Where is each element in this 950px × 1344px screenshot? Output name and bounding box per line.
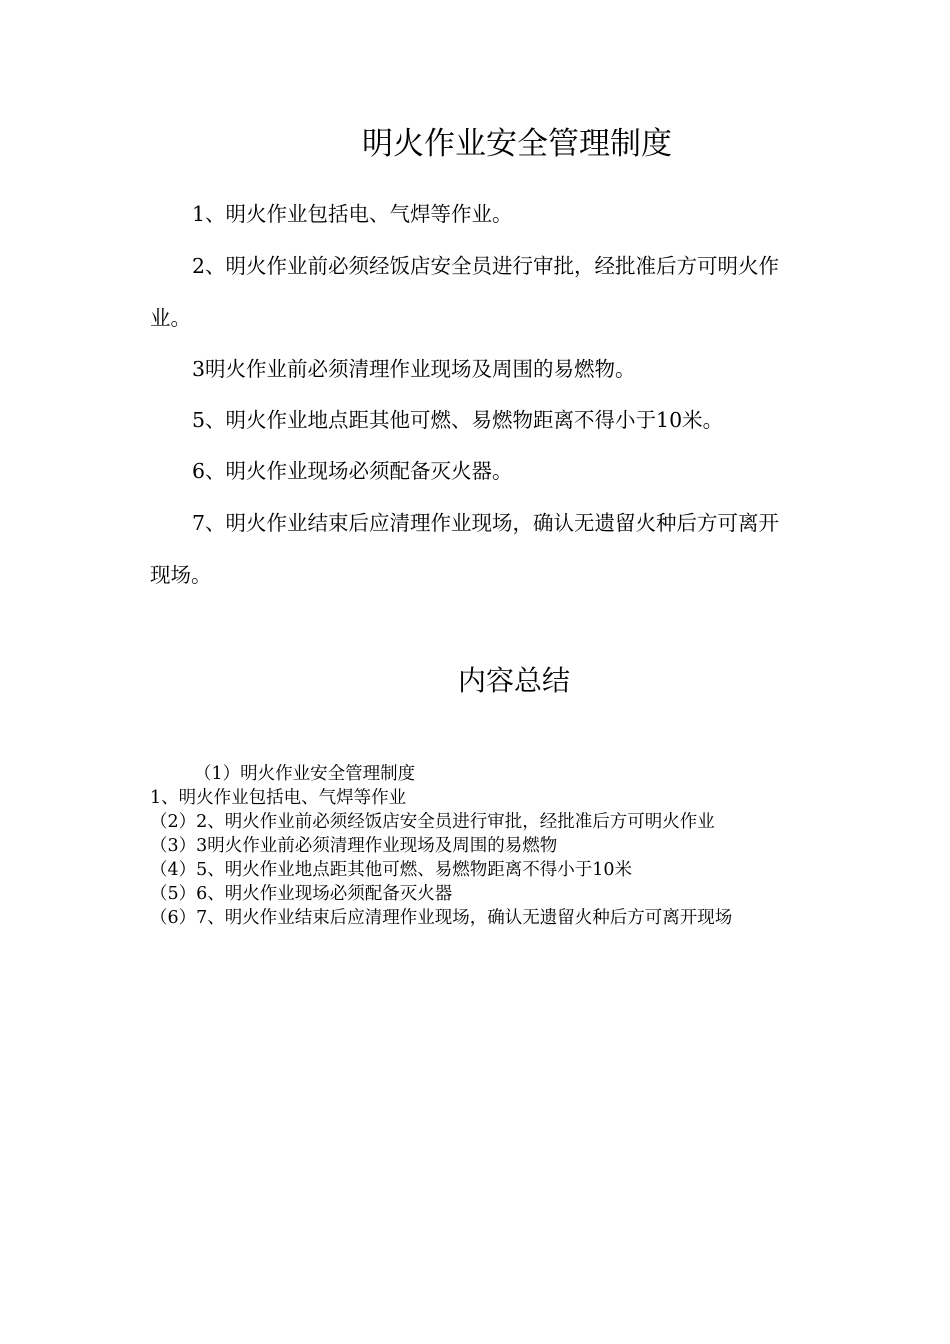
paragraph-6: 6、明火作业现场必须配备灭火器。: [192, 459, 513, 483]
summary-line-6: （5）6、明火作业现场必须配备灭火器: [150, 884, 453, 904]
summary-list: [150, 762, 800, 930]
summary-line-1: （1）明火作业安全管理制度: [194, 764, 416, 784]
summary-line-2: 1、明火作业包括电、气焊等作业: [150, 788, 407, 808]
paragraph-5: 5、明火作业地点距其他可燃、易燃物距离不得小于10米。: [192, 408, 724, 432]
summary-title: 内容总结: [457, 664, 570, 697]
summary-line-4: （3）3明火作业前必须清理作业现场及周围的易燃物: [150, 836, 558, 856]
document-title: 明火作业安全管理制度: [362, 126, 672, 162]
summary-line-7: （6）7、明火作业结束后应清理作业现场，确认无遗留火种后方可离开现场: [150, 908, 733, 928]
paragraph-1: 1、明火作业包括电、气焊等作业。: [192, 202, 513, 226]
summary-line-3: （2）2、明火作业前必须经饭店安全员进行审批，经批准后方可明火作业: [150, 812, 715, 832]
summary-line-5: （4）5、明火作业地点距其他可燃、易燃物距离不得小于10米: [150, 860, 633, 880]
paragraph-3: 3明火作业前必须清理作业现场及周围的易燃物。: [192, 357, 636, 381]
paragraph-2: 2、明火作业前必须经饭店安全员进行审批，经批准后方可明火作业。: [150, 254, 780, 330]
paragraph-7: 7、明火作业结束后应清理作业现场，确认无遗留火种后方可离开现场。: [150, 511, 780, 587]
